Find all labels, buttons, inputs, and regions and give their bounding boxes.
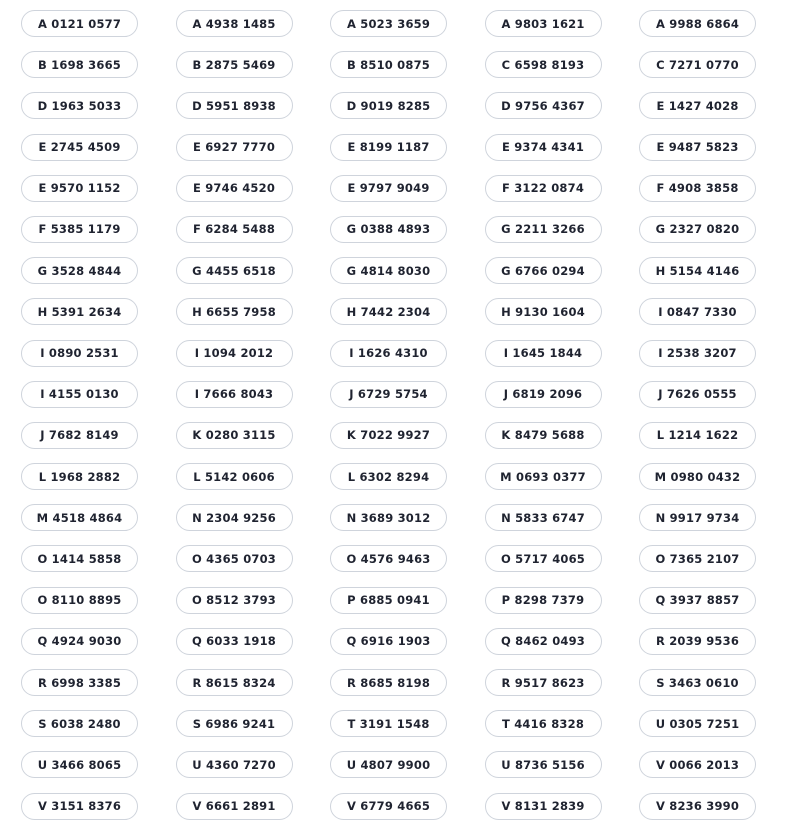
- code-chip[interactable]: U 4360 7270: [176, 751, 293, 778]
- code-chip[interactable]: R 6998 3385: [21, 669, 138, 696]
- code-chip[interactable]: S 6038 2480: [21, 710, 138, 737]
- code-chip[interactable]: E 8199 1187: [330, 134, 447, 161]
- code-chip[interactable]: M 0693 0377: [485, 463, 602, 490]
- code-chip[interactable]: U 8736 5156: [485, 751, 602, 778]
- code-chip[interactable]: N 2304 9256: [176, 504, 293, 531]
- code-chip[interactable]: R 8685 8198: [330, 669, 447, 696]
- code-chip[interactable]: J 7682 8149: [21, 422, 138, 449]
- code-chip[interactable]: I 2538 3207: [639, 340, 756, 367]
- code-chip[interactable]: O 4365 0703: [176, 545, 293, 572]
- code-chip[interactable]: D 5951 8938: [176, 92, 293, 119]
- code-chip[interactable]: L 1214 1622: [639, 422, 756, 449]
- code-chip[interactable]: G 2327 0820: [639, 216, 756, 243]
- code-chip[interactable]: B 8510 0875: [330, 51, 447, 78]
- code-chip[interactable]: S 6986 9241: [176, 710, 293, 737]
- code-chip[interactable]: I 0847 7330: [639, 298, 756, 325]
- code-chip[interactable]: A 9988 6864: [639, 10, 756, 37]
- code-chip[interactable]: I 1645 1844: [485, 340, 602, 367]
- code-chip[interactable]: A 9803 1621: [485, 10, 602, 37]
- code-chip[interactable]: F 6284 5488: [176, 216, 293, 243]
- code-chip[interactable]: V 0066 2013: [639, 751, 756, 778]
- code-chip[interactable]: V 6779 4665: [330, 793, 447, 820]
- code-chip[interactable]: M 4518 4864: [21, 504, 138, 531]
- code-chip[interactable]: F 5385 1179: [21, 216, 138, 243]
- code-chip[interactable]: H 7442 2304: [330, 298, 447, 325]
- code-chip[interactable]: A 5023 3659: [330, 10, 447, 37]
- code-chip[interactable]: O 4576 9463: [330, 545, 447, 572]
- code-chip[interactable]: R 2039 9536: [639, 628, 756, 655]
- code-chip[interactable]: E 9797 9049: [330, 175, 447, 202]
- code-chip[interactable]: M 0980 0432: [639, 463, 756, 490]
- code-chip[interactable]: V 3151 8376: [21, 793, 138, 820]
- code-chip[interactable]: I 4155 0130: [21, 381, 138, 408]
- code-chip[interactable]: H 6655 7958: [176, 298, 293, 325]
- code-chip[interactable]: O 8512 3793: [176, 587, 293, 614]
- code-chip[interactable]: I 1094 2012: [176, 340, 293, 367]
- code-chip[interactable]: E 9570 1152: [21, 175, 138, 202]
- code-chip[interactable]: H 9130 1604: [485, 298, 602, 325]
- code-chip[interactable]: O 1414 5858: [21, 545, 138, 572]
- code-chip[interactable]: E 6927 7770: [176, 134, 293, 161]
- code-chip[interactable]: Q 4924 9030: [21, 628, 138, 655]
- code-chip[interactable]: F 3122 0874: [485, 175, 602, 202]
- code-chip[interactable]: Q 6916 1903: [330, 628, 447, 655]
- code-chip[interactable]: R 8615 8324: [176, 669, 293, 696]
- code-chip[interactable]: B 1698 3665: [21, 51, 138, 78]
- code-chip[interactable]: K 8479 5688: [485, 422, 602, 449]
- code-chip[interactable]: N 5833 6747: [485, 504, 602, 531]
- code-chip[interactable]: U 0305 7251: [639, 710, 756, 737]
- code-chip[interactable]: J 6819 2096: [485, 381, 602, 408]
- code-chip[interactable]: K 0280 3115: [176, 422, 293, 449]
- code-chip[interactable]: A 4938 1485: [176, 10, 293, 37]
- code-chip[interactable]: U 3466 8065: [21, 751, 138, 778]
- code-chip[interactable]: E 9374 4341: [485, 134, 602, 161]
- code-chip[interactable]: F 4908 3858: [639, 175, 756, 202]
- code-chip[interactable]: G 4455 6518: [176, 257, 293, 284]
- code-chip[interactable]: V 6661 2891: [176, 793, 293, 820]
- code-chip-grid: [21, 10, 756, 820]
- code-chip[interactable]: D 1963 5033: [21, 92, 138, 119]
- code-chip[interactable]: O 7365 2107: [639, 545, 756, 572]
- code-chip[interactable]: Q 6033 1918: [176, 628, 293, 655]
- code-chip[interactable]: J 6729 5754: [330, 381, 447, 408]
- code-chip[interactable]: E 1427 4028: [639, 92, 756, 119]
- code-chip[interactable]: D 9756 4367: [485, 92, 602, 119]
- code-chip[interactable]: L 5142 0606: [176, 463, 293, 490]
- code-chip[interactable]: H 5391 2634: [21, 298, 138, 325]
- code-chip[interactable]: Q 3937 8857: [639, 587, 756, 614]
- code-chip[interactable]: Q 8462 0493: [485, 628, 602, 655]
- code-chip[interactable]: J 7626 0555: [639, 381, 756, 408]
- code-chip[interactable]: U 4807 9900: [330, 751, 447, 778]
- code-chip[interactable]: I 7666 8043: [176, 381, 293, 408]
- code-chip[interactable]: I 0890 2531: [21, 340, 138, 367]
- code-chip[interactable]: T 3191 1548: [330, 710, 447, 737]
- code-chip[interactable]: L 1968 2882: [21, 463, 138, 490]
- code-chip[interactable]: O 8110 8895: [21, 587, 138, 614]
- code-chip[interactable]: D 9019 8285: [330, 92, 447, 119]
- code-chip[interactable]: E 9487 5823: [639, 134, 756, 161]
- code-chip[interactable]: P 6885 0941: [330, 587, 447, 614]
- code-chip[interactable]: C 7271 0770: [639, 51, 756, 78]
- code-chip[interactable]: S 3463 0610: [639, 669, 756, 696]
- code-chip[interactable]: V 8236 3990: [639, 793, 756, 820]
- code-chip[interactable]: E 2745 4509: [21, 134, 138, 161]
- code-chip[interactable]: G 2211 3266: [485, 216, 602, 243]
- code-chip[interactable]: A 0121 0577: [21, 10, 138, 37]
- code-chip[interactable]: G 6766 0294: [485, 257, 602, 284]
- code-chip[interactable]: C 6598 8193: [485, 51, 602, 78]
- code-chip[interactable]: T 4416 8328: [485, 710, 602, 737]
- code-chip[interactable]: K 7022 9927: [330, 422, 447, 449]
- code-chip[interactable]: O 5717 4065: [485, 545, 602, 572]
- code-chip[interactable]: V 8131 2839: [485, 793, 602, 820]
- code-chip[interactable]: N 9917 9734: [639, 504, 756, 531]
- code-chip[interactable]: G 4814 8030: [330, 257, 447, 284]
- code-chip[interactable]: L 6302 8294: [330, 463, 447, 490]
- code-chip[interactable]: N 3689 3012: [330, 504, 447, 531]
- code-chip[interactable]: G 3528 4844: [21, 257, 138, 284]
- code-chip[interactable]: G 0388 4893: [330, 216, 447, 243]
- code-chip[interactable]: I 1626 4310: [330, 340, 447, 367]
- code-chip[interactable]: R 9517 8623: [485, 669, 602, 696]
- code-chip[interactable]: B 2875 5469: [176, 51, 293, 78]
- code-chip[interactable]: P 8298 7379: [485, 587, 602, 614]
- code-chip[interactable]: H 5154 4146: [639, 257, 756, 284]
- code-chip[interactable]: E 9746 4520: [176, 175, 293, 202]
